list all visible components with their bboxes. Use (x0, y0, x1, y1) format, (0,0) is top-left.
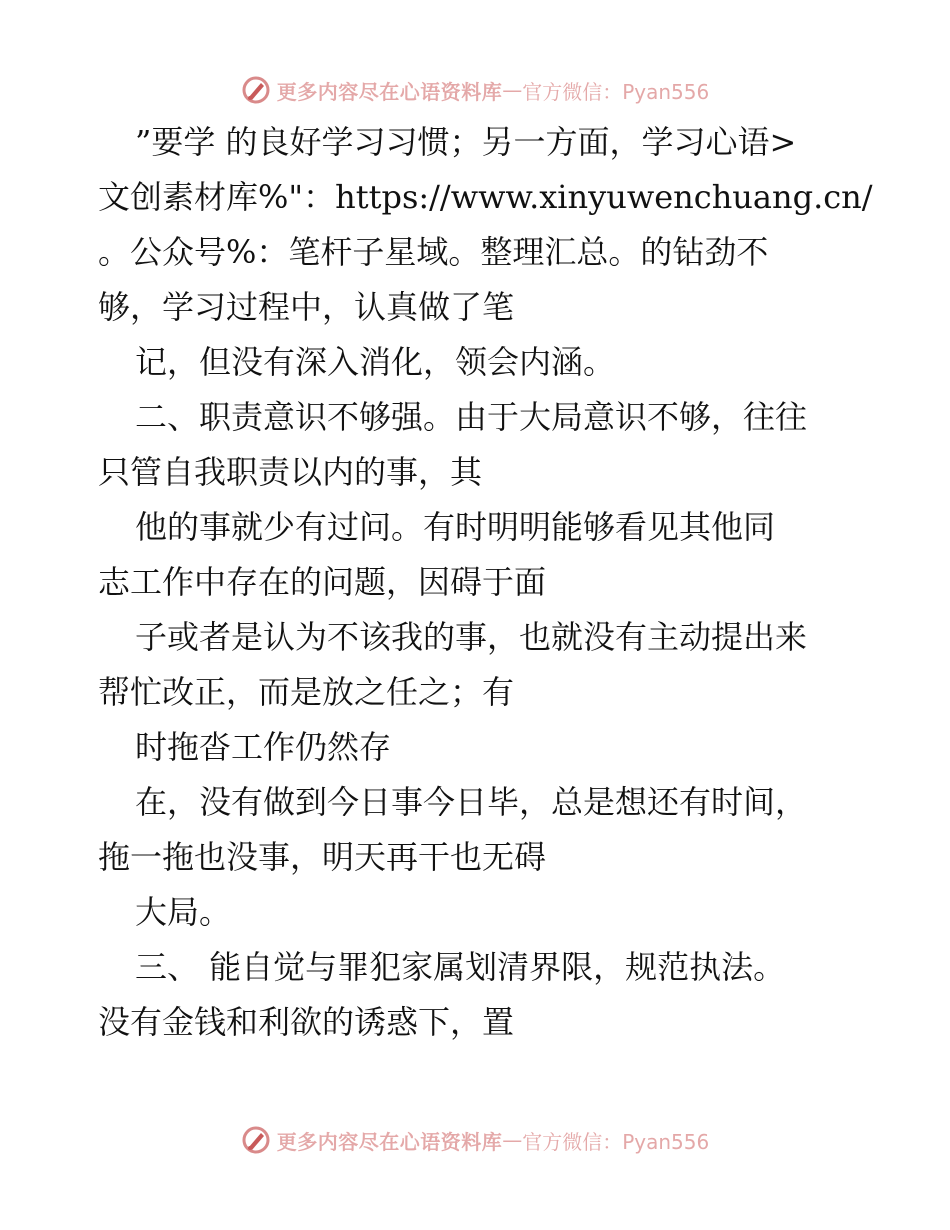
body-line-13: 在，没有做到今日事今日毕，总是想还有时间， (135, 783, 808, 821)
body-line-10: 子或者是认为不该我的事，也就没有主动提出来 (135, 618, 808, 656)
pen-circle-logo-icon (241, 1125, 271, 1155)
header-separator: — (502, 78, 523, 102)
header-brand-text: 更多内容尽在心语资料库 (276, 79, 503, 104)
body-line-4: 够，学习过程中，认真做了笔 (98, 288, 515, 326)
body-line-17: 没有金钱和利欲的诱惑下，置 (98, 1003, 515, 1041)
body-line-6: 二、职责意识不够强。由于大局意识不够，往往 (135, 398, 808, 436)
body-line-14: 拖一拖也没事，明天再干也无碍 (98, 838, 547, 876)
body-line-11: 帮忙改正，而是放之任之；有 (98, 673, 515, 711)
body-line-8: 他的事就少有过问。有时明明能够看见其他同 (135, 508, 776, 546)
body-line-3: 。公众号%：笔杆子星域。整理汇总。的钻劲不 (98, 233, 769, 271)
body-line-12: 时拖沓工作仍然存 (135, 728, 392, 766)
header-wechat-text: 官方微信：Pyan556 (522, 79, 710, 104)
footer-separator: — (502, 1128, 523, 1152)
body-line-2: 文创素材库%"：https://www.xinyuwenchuang.cn/ (98, 178, 873, 216)
body-line-1: ”要学 的良好学习习惯；另一方面，学习心语> (135, 123, 797, 161)
body-line-7: 只管自我职责以内的事，其 (98, 453, 483, 491)
pen-circle-logo-icon (241, 75, 271, 105)
body-line-9: 志工作中存在的问题，因碍于面 (98, 563, 547, 601)
footer-brand-text: 更多内容尽在心语资料库 (276, 1129, 503, 1154)
body-line-5: 记，但没有深入消化，领会内涵。 (135, 343, 616, 381)
body-line-15: 大局。 (135, 893, 232, 931)
footer-wechat-text: 官方微信：Pyan556 (522, 1129, 710, 1154)
body-line-16: 三、 能自觉与罪犯家属划清界限，规范执法。 (135, 948, 786, 986)
header-banner (0, 70, 950, 110)
footer-banner (0, 1120, 950, 1160)
